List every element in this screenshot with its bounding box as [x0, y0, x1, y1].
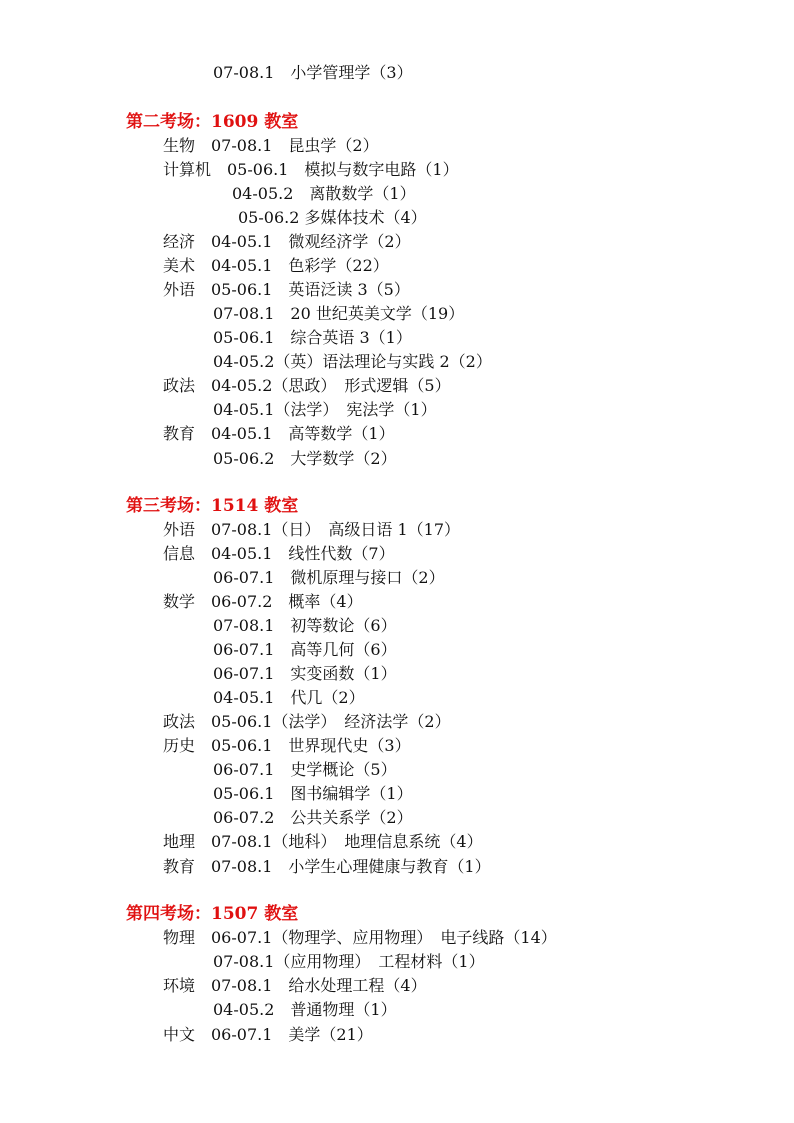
- line: 06-07.1 微机原理与接口（2）: [213, 568, 445, 587]
- line: 06-07.1 史学概论（5）: [213, 760, 397, 779]
- line: 06-07.2 公共关系学（2）: [213, 808, 413, 827]
- line: 外语 05-06.1 英语泛读 3（5）: [163, 280, 410, 299]
- line: 数学 06-07.2 概率（4）: [163, 592, 363, 611]
- line: 地理 07-08.1（地科） 地理信息系统（4）: [163, 832, 483, 851]
- line: 外语 07-08.1（日） 高级日语 1（17）: [163, 520, 461, 539]
- section-heading: 第四考场：1507 教室: [126, 904, 299, 924]
- line: 05-06.2 大学数学（2）: [213, 449, 397, 468]
- line: 生物 07-08.1 昆虫学（2）: [163, 136, 379, 155]
- line: 环境 07-08.1 给水处理工程（4）: [163, 976, 427, 995]
- line: 05-06.1 综合英语 3（1）: [213, 328, 412, 347]
- line: 06-07.1 实变函数（1）: [213, 664, 397, 683]
- line: 教育 04-05.1 高等数学（1）: [163, 424, 395, 443]
- line: 物理 06-07.1（物理学、应用物理） 电子线路（14）: [163, 928, 557, 947]
- line: 美术 04-05.1 色彩学（22）: [163, 256, 389, 275]
- line: 中文 06-07.1 美学（21）: [163, 1025, 373, 1044]
- line: 经济 04-05.1 微观经济学（2）: [163, 232, 411, 251]
- line: 07-08.1 20 世纪英美文学（19）: [213, 304, 465, 323]
- line: 05-06.1 图书编辑学（1）: [213, 784, 413, 803]
- line: 计算机 05-06.1 模拟与数字电路（1）: [163, 160, 459, 179]
- line: 07-08.1 初等数论（6）: [213, 616, 397, 635]
- line: 07-08.1 小学管理学（3）: [213, 63, 413, 82]
- line: 教育 07-08.1 小学生心理健康与教育（1）: [163, 857, 491, 876]
- line: 历史 05-06.1 世界现代史（3）: [163, 736, 411, 755]
- line: 06-07.1 高等几何（6）: [213, 640, 397, 659]
- section-heading: 第二考场：1609 教室: [126, 112, 299, 132]
- line: 04-05.2 离散数学（1）: [232, 184, 416, 203]
- line: 04-05.1 代几（2）: [213, 688, 365, 707]
- line: 05-06.2 多媒体技术（4）: [238, 208, 427, 227]
- line: 政法 04-05.2（思政） 形式逻辑（5）: [163, 376, 451, 395]
- line: 信息 04-05.1 线性代数（7）: [163, 544, 395, 563]
- line: 04-05.1（法学） 宪法学（1）: [213, 400, 437, 419]
- line: 07-08.1（应用物理） 工程材料（1）: [213, 952, 485, 971]
- section-heading: 第三考场：1514 教室: [126, 496, 299, 516]
- line: 04-05.2 普通物理（1）: [213, 1000, 397, 1019]
- line: 政法 05-06.1（法学） 经济法学（2）: [163, 712, 451, 731]
- line: 04-05.2（英）语法理论与实践 2（2）: [213, 352, 492, 371]
